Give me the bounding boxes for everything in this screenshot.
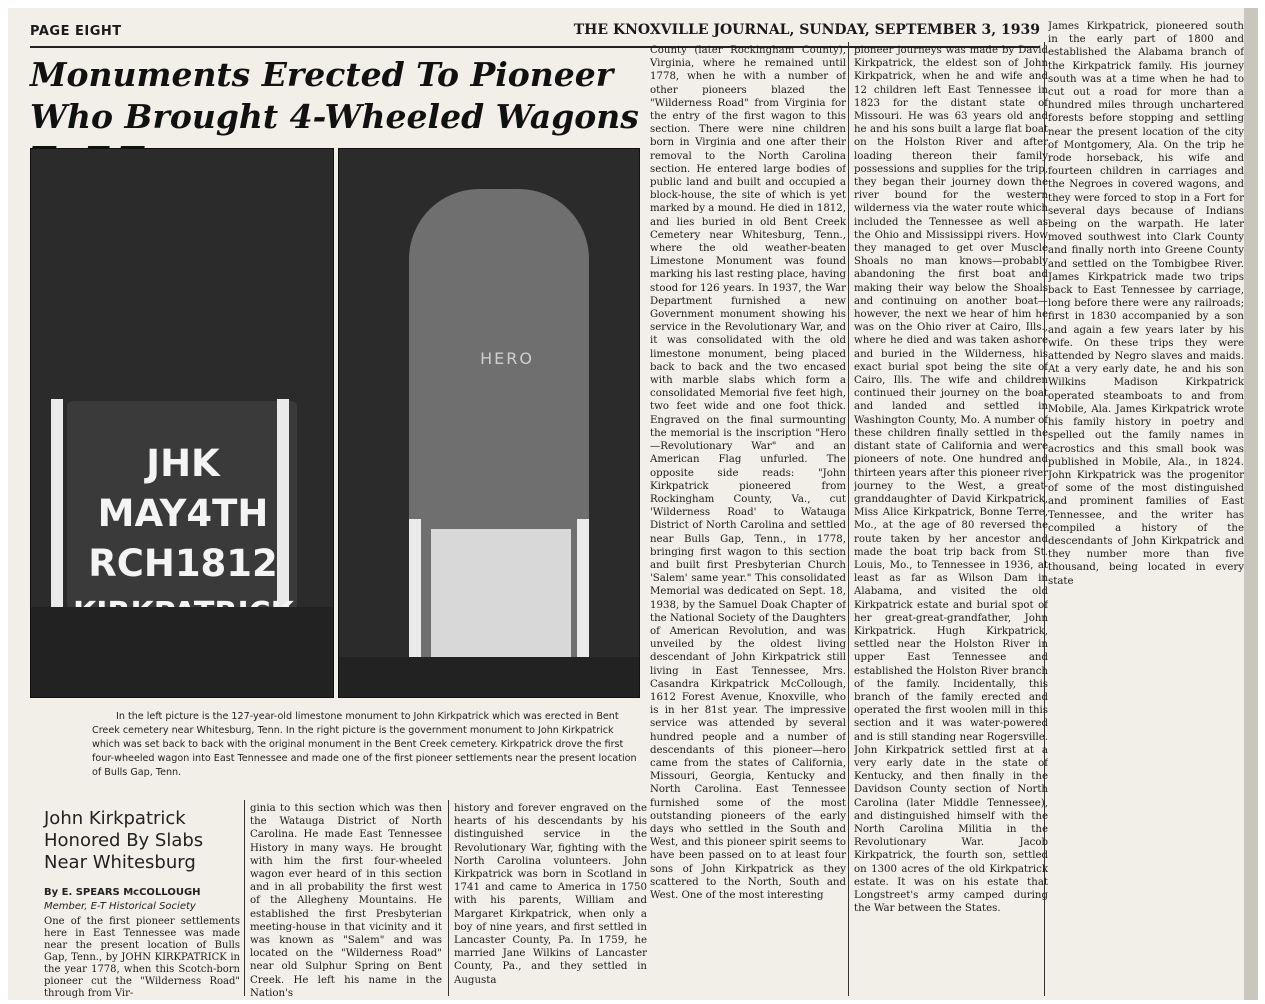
hero-inscription: HERO	[480, 349, 534, 368]
column-rule	[848, 42, 849, 996]
article-column-3: history and forever engraved on the hearts of his descendants by his distinguished service in the Revolutionary War, fighting with the North Carolina volunteers. John Kirkpatrick was born in Scotland in 1741 and came to America in 1750 with his parents, William and Margaret Kirkpatrick, when only a boy of nine years, and first settled in Lancaster County, Pa. In 1759, he married Jane Wilkins of Lancaster County, Pa., and they settled in Augusta	[454, 803, 647, 986]
article-column-1: One of the first pioneer settlements here in East Tennessee was made near the present location of Bulls Gap, Tenn., by JOHN KIRKPATRICK in the year 1778, when this Scotch-born pioneer cut the "Wilderness Road" through from Vir-	[44, 916, 240, 999]
ground	[31, 607, 333, 697]
photo-government-monument	[338, 148, 640, 698]
ground	[339, 657, 639, 697]
headline: Monuments Erected To Pioneer Who Brought 4-Wheeled Wagons	[30, 55, 639, 136]
inscription-line: MAY4TH	[97, 492, 269, 535]
article-column-5: pioneer journeys was made by David Kirkpatrick, the eldest son of John Kirkpatrick, when he and wife and 12 children left East Tennessee in 1823 for the distant state of Missouri. He was 63 years old and he and his sons built a large flat boat on the Holston River and after loading thereon their family possessions and supplies for the trip, they began their journey down the river bound for the western wilderness via the water route which included the Tennessee as well as the Ohio and Mississippi rivers. How they managed to get over Muscle Shoals no man knows—probably abandoning the first boat and making their way below the Shoals and continuing on another boat—however, the next we hear of him he was on the Ohio river at Cairo, Ills., where he died and was taken ashore and buried in the Wilderness, his exact burial spot being the site of Cairo, Ills. The wife and children continued their journey on the boat and landed and settled in Washington County, Mo. A number of these children finally settled in the distant state of California and were pioneers of note. One hundred and thirteen years after this pioneer river journey to the West, a great-granddaughter of David Kirkpatrick, Miss Alice Kirkpatrick, Bonne Terre, Mo., at the age of 80 reversed the route taken by her ancestor and made the boat trip back from St. Louis, Mo., to Tennessee in 1936, at least as far as Wilson Dam in Alabama, and visited the old Kirkpatrick estate and burial spot of her great-great-grandfather, John Kirkpatrick. Hugh Kirkpatrick, settled near the Holston River in upper East Tennessee and established the Holston River branch of the family. Incidentally, this branch of the family erected and operated the first woolen mill in this section and it was water-powered and is still standing near Rogersville. John Kirkpatrick settled first at a very early date in the state of Kentucky, and then finally in the Davidson County section of North Carolina (later Middle Tennessee), and distinguished himself with the North Carolina Militia in the Revolutionary War. Jacob Kirkpatrick, the fourth son, settled on 1300 acres of the old Kirkpatrick estate. It was on his estate that Longstreet's army camped during the War between the States.	[854, 45, 1048, 915]
byline	[44, 886, 240, 914]
inscription-line: RCH1812	[88, 542, 278, 585]
newspaper-title: THE KNOXVILLE JOURNAL, SUNDAY, SEPTEMBER 3, 1939	[573, 22, 1040, 38]
article-column-2: ginia to this section which was then the Watauga District of North Carolina. He made East Tennessee History in many ways. He brought with him the first four-wheeled wagon ever heard of in this section and in all probability the first west of the Allegheny Mountains. He established the first Presbyterian meeting-house in that vicinity and it was known as "Salem" and was located on the "Wilderness Road" near old Sulphur Spring on Bent Creek. He left his name in the Nation's	[250, 803, 442, 998]
page-number: PAGE EIGHT	[30, 24, 122, 39]
newspaper-clipping	[8, 8, 1258, 1000]
column-rule	[244, 800, 245, 996]
photo-limestone-monument	[30, 148, 334, 698]
author-name: By E. SPEARS McCOLLOUGH	[44, 887, 201, 898]
column-rule	[448, 800, 449, 996]
article-column-6: James Kirkpatrick, pioneered south in the early part of 1800 and established the Alabama branch of the Kirkpatrick family. His journey south was at a time when he had to cut out a road for more than a hundred miles through unchartered forests before stopping and settling near the present location of the city of Montgomery, Ala. On the trip he rode horseback, his wife and fourteen children in carriages and the Negroes in covered wagons, and they were forced to stop in a Fort for several days because of Indians being on the warpath. He later moved southwest into Clark County and finally north into Greene County and settled on the Tombigbee River. James Kirkpatrick made two trips back to East Tennessee by carriage, long before there were any railroads; first in 1830 accompanied by a son and again a few years later by his wife. On these trips they were attended by Negro slaves and maids. At a very early date, he and his son Wilkins Madison Kirkpatrick operated steamboats to and from Mobile, Ala. James Kirkpatrick wrote his family history in poetry and spelled out the family names in acrostics and this small book was published in Mobile, Ala., in 1824. John Kirkpatrick was the progenitor of some of the most distinguished and prominent families of East Tennessee, and the writer has compiled a history of the descendants of John Kirkpatrick and they number more than five thousand, being located in every state	[1048, 21, 1244, 587]
photo-caption: In the left picture is the 127-year-old limestone monument to John Kirkpatrick which was erected in Bent Creek cemetery near Whitesburg, Tenn. In the right picture is the government monument to John Kirkpatrick which was set back to back with the original monument in the Bent Creek cemetery. Kirkpatrick drove the first four-wheeled wagon into East Tennessee and made one of the first pioneer settlements near the present location of Bulls Gap, Tenn.	[92, 711, 637, 778]
article-column-4: County (later Rockingham County), Virginia, where he remained until 1778, when he with a number of other pioneers blazed the "Wilderness Road" from Virginia for the entry of the first wagon to this section. There were nine children born in Virginia and one after their removal to the North Carolina section. He entered large bodies of public land and built and occupied a block-house, the site of which is yet marked by a mound. He died in 1812, and lies buried in old Bent Creek Cemetery near Whitesburg, Tenn., where the old weather-beaten Limestone Monument was found marking his last resting place, having stood for 126 years. In 1937, the War Department furnished a new Government monument showing his service in the Revolutionary War, and it was consolidated with the old limestone monument, being placed back to back and the two encased with marble slabs which form a consolidated Memorial five feet high, two feet wide and one foot thick. Engraved on the final surmounting the memorial is the inscription "Hero—Revolutionary War" and an American Flag unfurled. The opposite side reads: "John Kirkpatrick pioneered from Rockingham County, Va., cut 'Wilderness Road' to Watauga District of North Carolina and settled near Bulls Gap, Tenn., in 1778, bringing first wagon to this section and built first Presbyterian Church 'Salem' same year." This consolidated Memorial was dedicated on Sept. 18, 1938, by the Samuel Doak Chapter of the National Society of the Daughters of American Revolution, and was unveiled by the oldest living descendant of John Kirkpatrick still living in East Tennessee, Mrs. Casandra Kirkpatrick McCollough, 1612 Forest Avenue, Knoxville, who is in her 81st year. The impressive service was attended by several hundred people and a number of descendants of this pioneer—hero came from the states of California, Missouri, Georgia, Kentucky and North Carolina. East Tennessee furnished some of the most outstanding pioneers of the early days who settled in the South and West, and this pioneer spirit seems to have been passed on to at least four sons of John Kirkpatrick as they scattered to the North, South and West. One of the most interesting	[650, 45, 846, 901]
author-role: Member, E-T Historical Society	[44, 901, 196, 912]
inscription-line: JHK	[146, 442, 220, 485]
subheadline: John Kirkpatrick Honored By Slabs Near Whitesburg	[44, 808, 204, 873]
paper-edge	[1244, 8, 1258, 1000]
